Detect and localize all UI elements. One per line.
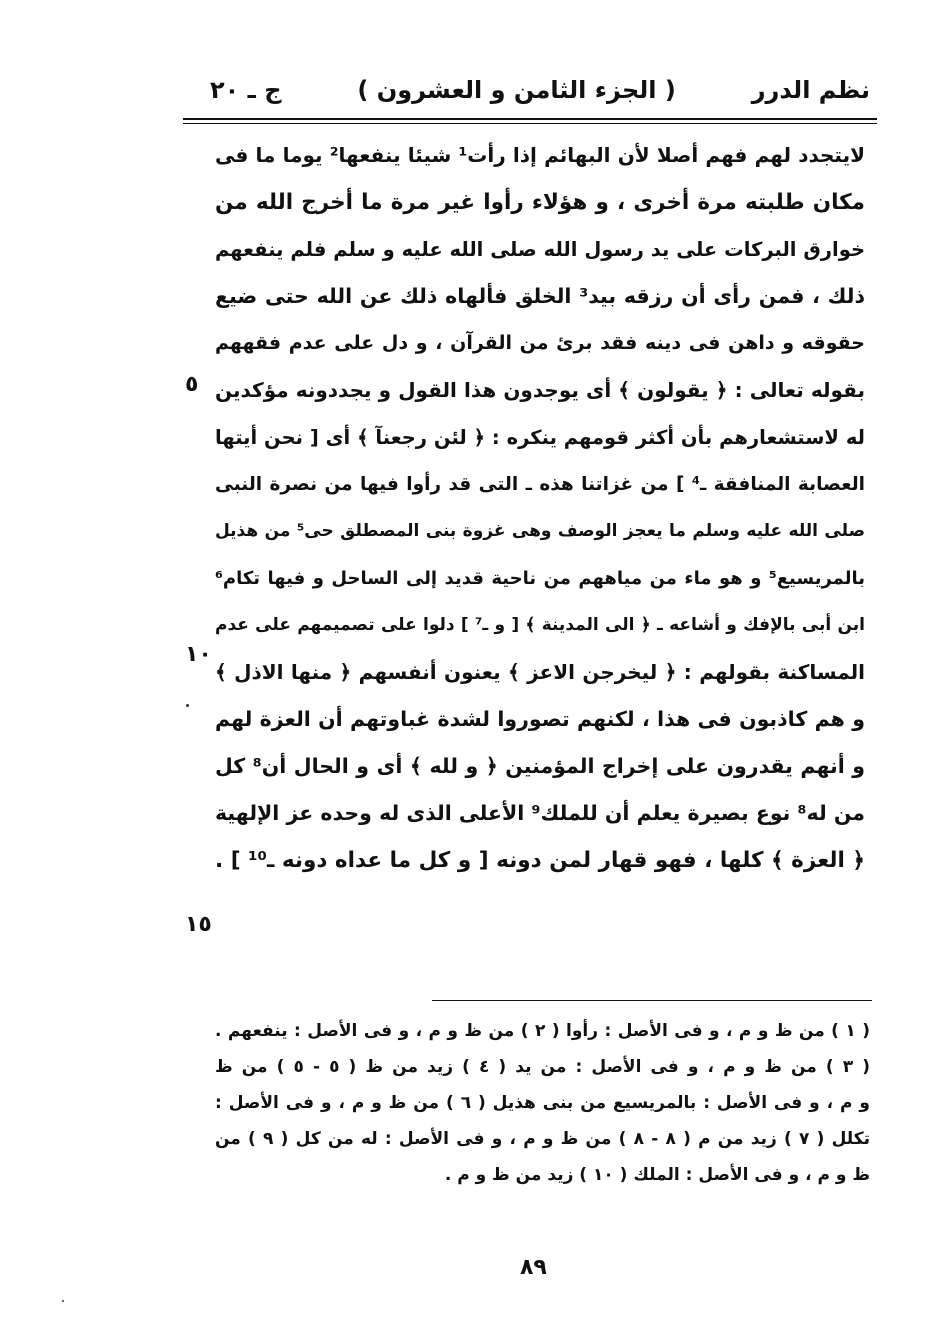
page-number: ٨٩ [520, 1255, 547, 1280]
print-speck [62, 1300, 64, 1302]
text-line: المساكنة بقولهم : ﴿ ليخرجن الاعز ﴾ يعنون أنفسهم ﴿ منها الاذل ﴾ [215, 660, 865, 684]
footnote-line: ( ٣ ) من ظ و م ، و فى الأصل : من يد ( ٤ ) زيد من ظ ( ٥ - ٥ ) من ظ [215, 1057, 870, 1077]
text-line: لايتجدد لهم فهم أصلا لأن البهائم إذا رأت¹ شيئا ينفعها² يوما ما فى [215, 143, 865, 167]
text-line: خوارق البركات على يد رسول الله صلى الله عليه و سلم فلم ينفعهم [215, 238, 865, 261]
footnote-line: تكلل ( ٧ ) زيد من م ( ٨ - ٨ ) من ظ و م ، و فى الأصل : له من كل ( ٩ ) من [215, 1129, 870, 1149]
text-line: العصابة المنافقة ـ⁴ ] من غزاتنا هذه ـ التى قد رأوا فيها من نصرة النبى [215, 474, 865, 495]
main-text [215, 132, 865, 884]
footnote-line: ( ١ ) من ظ و م ، و فى الأصل : رأوا ( ٢ ) من ظ و م ، و فى الأصل : ينفعهم . [215, 1021, 870, 1041]
text-line: من له⁸ نوع بصيرة يعلم أن للملك⁹ الأعلى الذى له وحده عز الإلهية [215, 801, 865, 825]
text-line: و هم كاذبون فى هذا ، لكنهم تصوروا لشدة غباوتهم أن العزة لهم [215, 707, 865, 731]
line-number-10: ١٠ [185, 642, 212, 667]
text-line: و أنهم يقدرون على إخراج المؤمنين ﴿ و لله ﴾ أى و الحال أن⁸ كل [215, 754, 865, 778]
text-line: بقوله تعالى : ﴿ يقولون ﴾ أى يوجدون هذا القول و يجددونه مؤكدين [215, 378, 865, 402]
footnote-line: ظ و م ، و فى الأصل : الملك ( ١٠ ) زيد من ظ و م . [444, 1165, 870, 1185]
footnotes [215, 1013, 870, 1193]
header-rule [183, 118, 877, 124]
text-line: مكان طلبته مرة أخرى ، و هؤلاء رأوا غير مرة ما أخرج الله من [215, 190, 865, 215]
text-line: ﴿ العزة ﴾ كلها ، فهو قهار لمن دونه [ و كل ما عداه دونه ـ¹⁰ ] . [215, 848, 865, 873]
footnote-line: و م ، و فى الأصل : بالمريسيع من بنى هذيل ( ٦ ) من ظ و م ، و فى الأصل : [215, 1093, 870, 1113]
text-line: ذلك ، فمن رأى أن رزقه بيد³ الخلق فألهاه ذلك عن الله حتى ضيع [215, 284, 865, 308]
text-line: بالمريسيع⁵ و هو ماء من مياههم من ناحية قديد إلى الساحل و فيها تكام⁶ [215, 568, 865, 589]
text-line: صلى الله عليه وسلم ما يعجز الوصف وهى غزوة بنى المصطلق حى⁵ من هذيل [215, 521, 865, 541]
volume-label: ج ـ ٢٠ [210, 76, 282, 104]
part-title: ( الجزء الثامن و العشرون ) [357, 76, 676, 104]
text-line: له لاستشعارهم بأن أكثر قومهم ينكره : ﴿ لئن رجعنآ ﴾ أى [ نحن أيتها [215, 426, 865, 449]
footnote-rule [432, 1000, 872, 1001]
print-speck [186, 704, 189, 707]
book-title: نظم الدرر [751, 76, 870, 104]
running-header [210, 70, 870, 110]
text-line: ابن أبى بالإفك و أشاعه ـ ﴿ الى المدينة ﴾ [ و ـ⁷ ] دلوا على تصميمهم على عدم [215, 615, 865, 635]
text-line: حقوقه و داهن فى دينه فقد برئ من القرآن ، و دل على عدم فقههم [215, 332, 865, 354]
line-number-15: ١٥ [185, 912, 212, 937]
line-number-5: ٥ [185, 372, 199, 397]
